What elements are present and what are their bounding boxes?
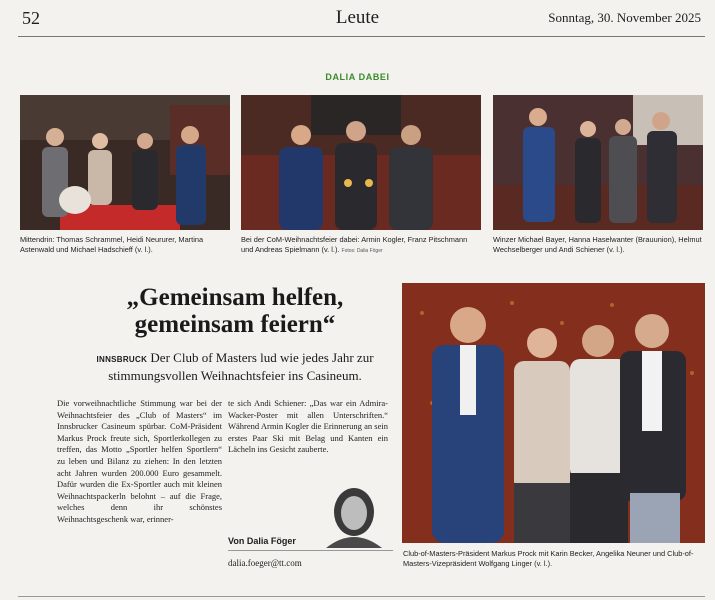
- section-title: Leute: [335, 7, 380, 28]
- photo-2-caption: [241, 235, 481, 256]
- dateline: INNSBRUCK: [96, 355, 148, 364]
- photo-1: [20, 95, 230, 230]
- page-bottom-divider: [18, 596, 705, 597]
- page-number: 52: [22, 8, 40, 28]
- issue-date: Sonntag, 30. November 2025: [548, 10, 701, 25]
- article-column-2: te sich Andi Schiener: „Das war ein Admira-Wacker-Poster mit allen Unterschriften.“ Während Armin Kogler die Erinnerung an sein erstes Paar Ski mit Belag und Kanten ein Lächeln ins Gesicht zauberte.: [228, 398, 388, 455]
- headline-line-2: gemeinsam feiern“: [134, 311, 336, 338]
- author-byline: Von Dalia Föger: [228, 536, 296, 546]
- photo-4: [402, 283, 705, 543]
- headline-line-1: „Gemeinsam helfen,: [126, 284, 344, 311]
- photo-2-caption-text: Bei der CoM-Weihnachtsfeier dabei: Armin Kogler, Franz Pitschmann und Andreas Spielmann (v. l.).: [241, 235, 468, 254]
- photo-3-caption: Winzer Michael Bayer, Hanna Haselwanter (Brauunion), Helmut Wechselberger und Andi Schiener (v. l.).: [493, 235, 702, 254]
- header-divider: [18, 36, 705, 37]
- byline-divider: [228, 550, 393, 551]
- article-headline: [80, 284, 390, 338]
- photo-credit: Fotos: Dalia Föger: [341, 248, 383, 254]
- author-portrait: [318, 486, 388, 548]
- subhead-text: Der Club of Masters lud wie jedes Jahr zur stimmungsvollen Weihnachtsfeier ins Casineum.: [108, 350, 374, 383]
- photo-3: [493, 95, 703, 230]
- photo-1-caption: Mittendrin: Thomas Schrammel, Heidi Neururer, Martina Astenwald und Michael Hadschieff (v. l.).: [20, 235, 204, 254]
- column-kicker: DALIA DABEI: [325, 72, 390, 82]
- photo-4-caption: Club-of-Masters-Präsident Markus Prock mit Karin Becker, Angelika Neuner und Club-of-Masters-Vizepräsident Wolfgang Linger (v. l.).: [403, 549, 694, 568]
- photo-2: [241, 95, 481, 230]
- author-email[interactable]: dalia.foeger@tt.com: [228, 558, 302, 568]
- article-subhead: [70, 350, 400, 384]
- article-column-1: Die vorweihnachtliche Stimmung war bei der Weihnachtsfeier des „Club of Masters“ im Innsbrucker Casineum spürbar. CoM-Präsident Markus Prock freute sich, Sportlerkollegen zu treffen, das Motto „Sportler helfen Sportlern“ zu leben und Bilanz zu ziehen: In den letzten acht Jahren wurden 200.000 Euro gesammelt. Dafür wurden die Ex-Sportler auch mit kleinen Weihnachtspackerln belohnt – auf die Frage, welches denn ihr schönstes Weihnachtsgeschenk war, erinner-: [57, 398, 222, 524]
